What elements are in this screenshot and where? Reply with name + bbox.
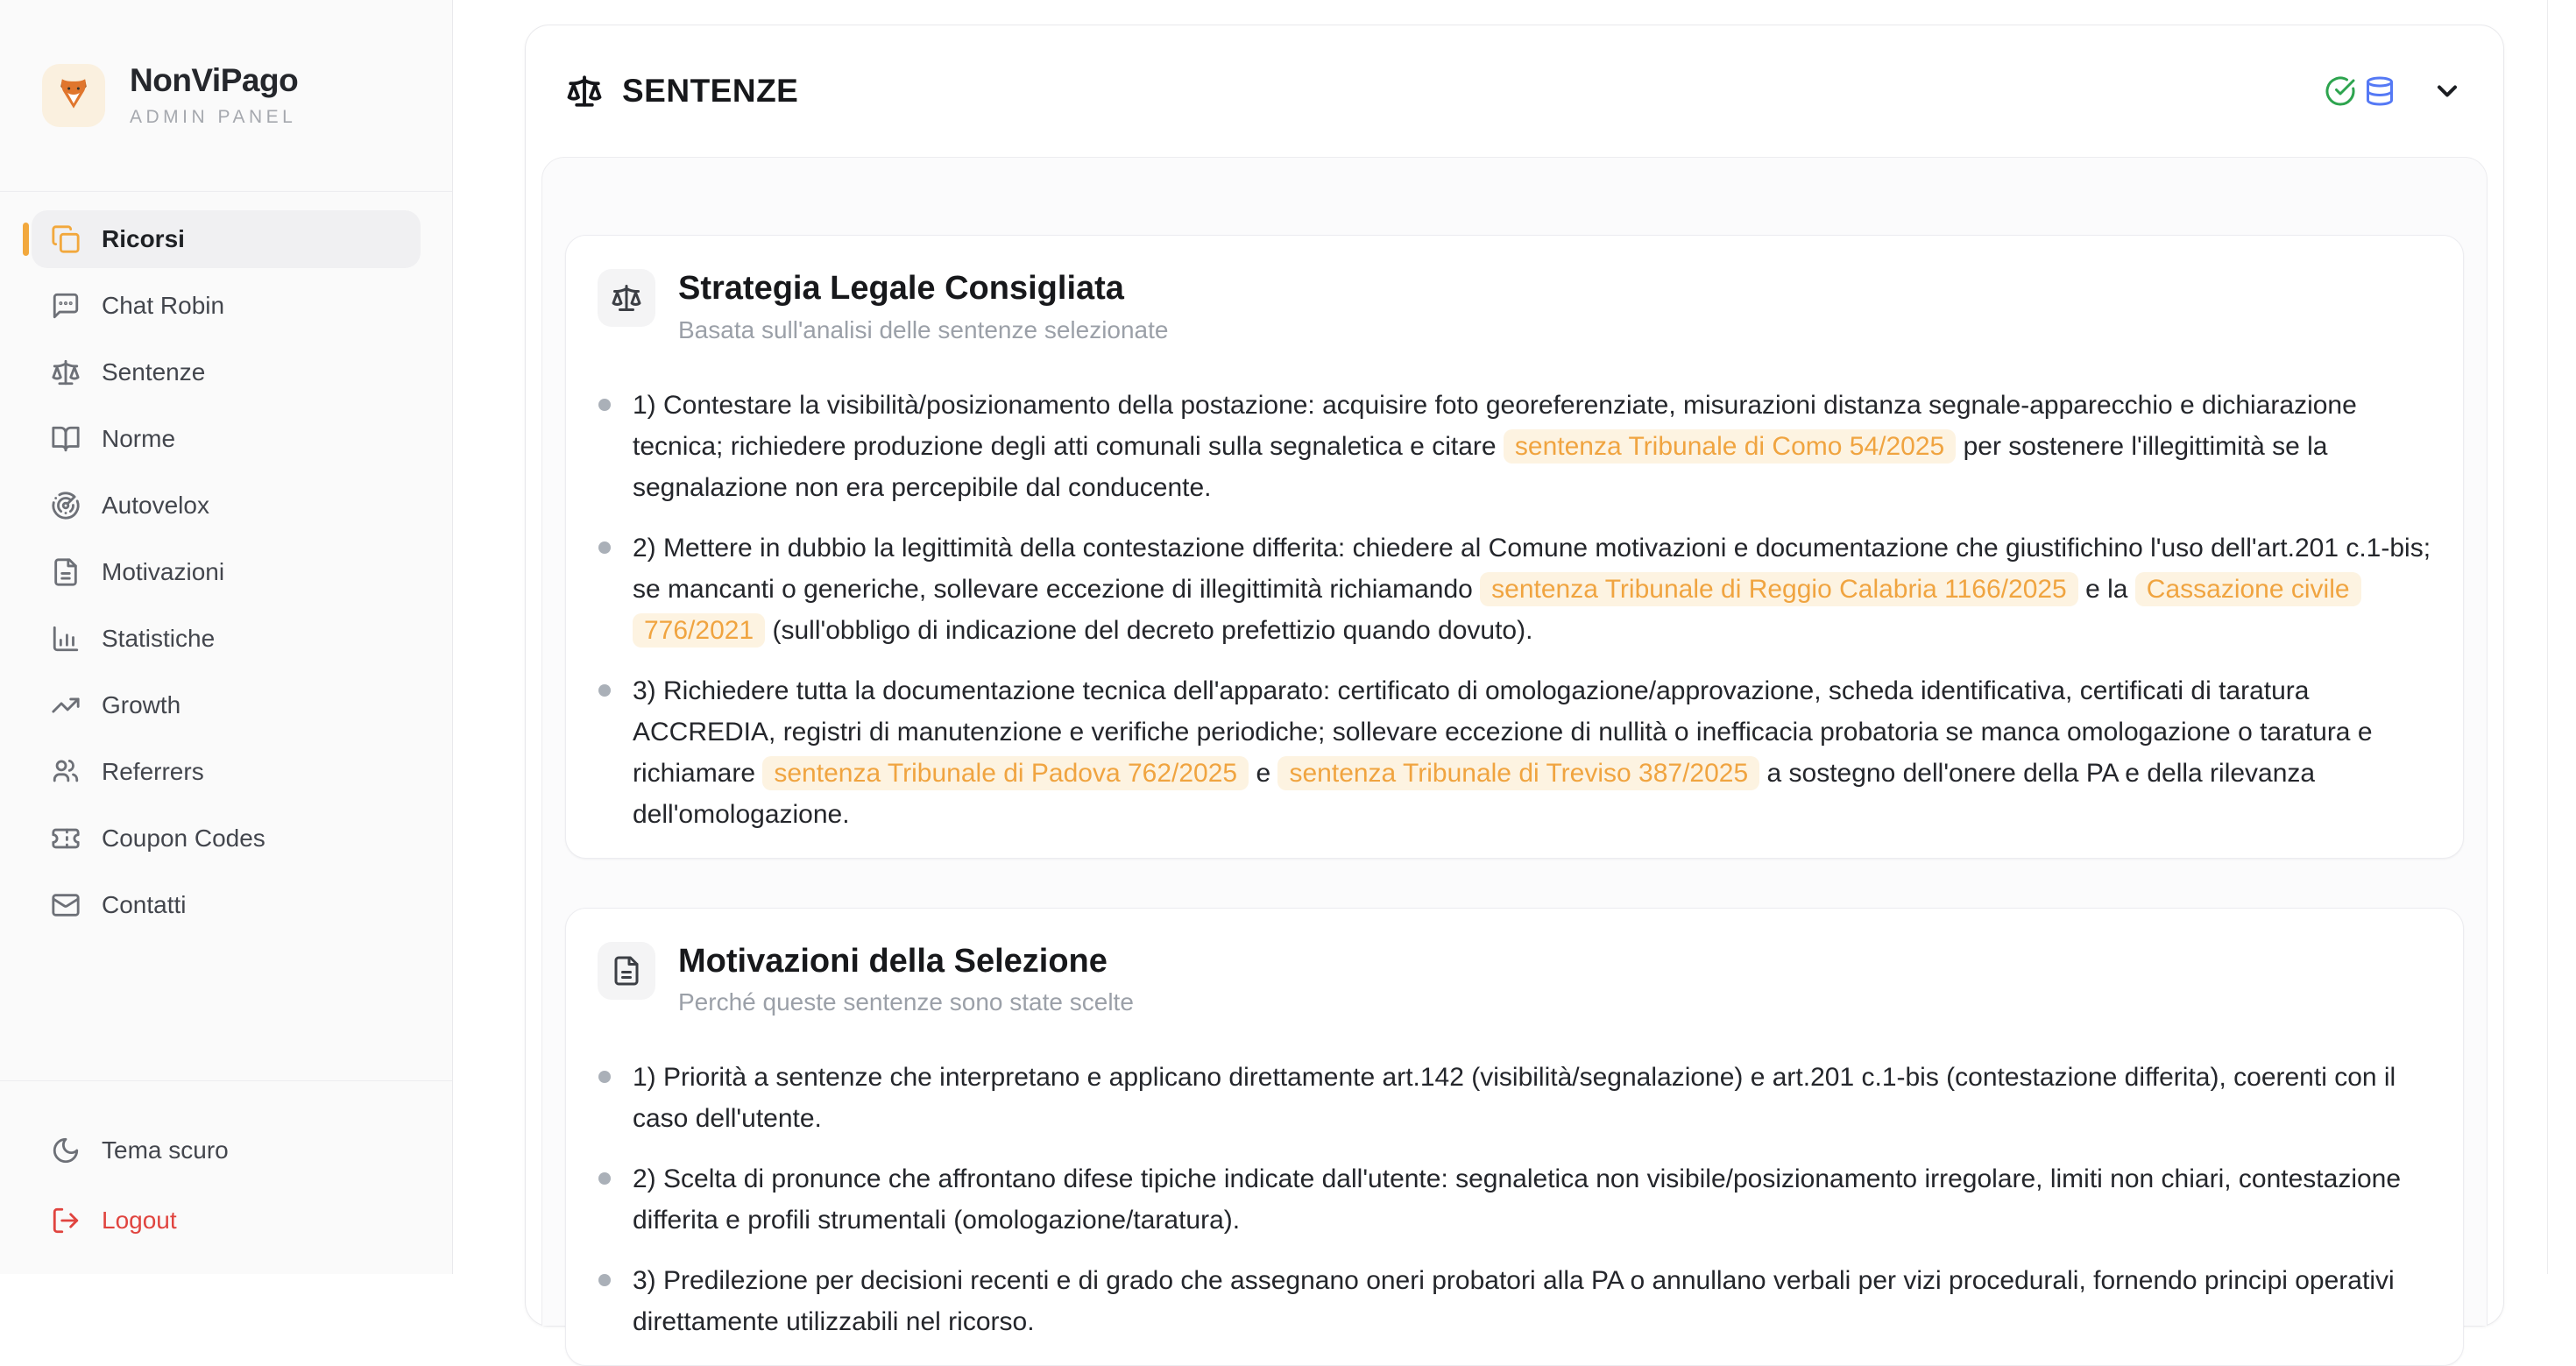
bullet-text: 2) Mettere in dubbio la legittimità della contestazione differita: chiedere al Comune motivazioni e documentazione che giustifichino l'uso dell'art.201 c.1-bis; se mancanti o generiche, sollevare eccezione di illegittimità richiamando [633, 533, 2431, 604]
check-circle-icon [2325, 75, 2356, 107]
bullet-item [598, 527, 2431, 651]
sidebar-item-autovelox[interactable] [32, 477, 421, 534]
trending-up-icon [51, 690, 81, 720]
file-text-icon [51, 557, 81, 587]
sidebar-item-label: Coupon Codes [102, 825, 265, 852]
brand-logo [42, 64, 105, 127]
sidebar-item-label: Ricorsi [102, 225, 185, 252]
scales-icon [598, 269, 655, 327]
bullet-text: 3) Richiedere tutta la documentazione tecnica dell'apparato: certificato di omologazione/approvazione, scheda identificativa, certificati di taratura ACCREDIA, registri di manutenzione e verifiche periodiche; sollevare eccezione di nullità o inefficacia probatoria se manca omologazione o taratura e richiamare [633, 676, 2373, 788]
sidebar-item-label: Statistiche [102, 625, 216, 652]
scales-icon [51, 357, 81, 387]
section-strategia-legale-consigliata [565, 235, 2464, 859]
sentence-citation-chip[interactable]: sentenza Tribunale di Padova 762/2025 [762, 756, 1249, 790]
section-subtitle: Basata sull'analisi delle sentenze selezionate [678, 315, 1169, 343]
sidebar-item-label: Logout [102, 1207, 177, 1234]
card-title: SENTENZE [622, 73, 799, 109]
bullet-text: per sostenere l'illegittimità se la segnalazione non era percepibile dal conducente. [633, 431, 2328, 502]
sidebar-item-label: Autovelox [102, 492, 209, 519]
sentence-citation-chip[interactable]: sentenza Tribunale di Como 54/2025 [1504, 429, 1956, 464]
sidebar-item-norme[interactable] [32, 410, 421, 468]
bullet-item [598, 1057, 2431, 1139]
bullet-text: 3) Predilezione per decisioni recenti e di grado che assegnano oneri probatori alla PA o annullano verbali per vizi procedurali, fornendo principi operativi direttamente utilizzabili nel ricorso. [633, 1266, 2395, 1337]
copy-icon [51, 224, 81, 254]
bar-chart-icon [51, 624, 81, 654]
database-icon [2364, 75, 2396, 107]
scales-icon [566, 73, 603, 110]
bullet-item [598, 1260, 2431, 1342]
section-heading-text [678, 942, 1134, 1017]
moon-icon [51, 1136, 81, 1165]
sidebar-item-sentenze[interactable] [32, 343, 421, 401]
main-content [453, 0, 2576, 1337]
sidebar-item-label: Tema scuro [102, 1136, 229, 1164]
sidebar-item-label: Sentenze [102, 358, 206, 386]
sidebar-item-label: Contatti [102, 891, 187, 918]
section-title: Strategia Legale Consigliata [678, 270, 1124, 307]
sidebar-item-statistiche[interactable] [32, 610, 421, 668]
sidebar-item-label: Referrers [102, 758, 204, 785]
sidebar-footer [0, 1080, 452, 1274]
bullet-text: (sull'obbligo di indicazione del decreto prefettizio quando dovuto). [765, 615, 1533, 645]
fox-icon [53, 74, 94, 118]
bullet-list [598, 385, 2431, 835]
card-header [526, 25, 2503, 157]
sidebar-item-label: Norme [102, 425, 176, 452]
bullet-text: a sostegno dell'onere della PA e della rilevanza dell'omologazione. [633, 758, 2316, 829]
brand-tagline: ADMIN PANEL [130, 106, 297, 127]
sidebar-item-ricorsi[interactable] [32, 210, 421, 268]
logout-icon [51, 1206, 81, 1235]
card-header-actions [2325, 75, 2463, 107]
page-edge-divider [2547, 0, 2548, 1274]
sentence-citation-chip[interactable]: sentenza Tribunale di Reggio Calabria 1166/2025 [1480, 572, 2078, 606]
mail-icon [51, 890, 81, 920]
results-panel [541, 157, 2488, 1337]
sidebar-item-chat-robin[interactable] [32, 277, 421, 335]
chevron-down-icon[interactable] [2431, 75, 2463, 107]
section-header [598, 942, 2431, 1017]
brand [0, 0, 452, 192]
sidebar [0, 0, 453, 1274]
sidebar-item-label: Chat Robin [102, 292, 225, 319]
sidebar-item-tema-scuro[interactable] [32, 1122, 421, 1179]
chat-icon [51, 291, 81, 321]
sidebar-item-label: Growth [102, 691, 181, 718]
sidebar-item-coupon-codes[interactable] [32, 810, 421, 867]
section-header [598, 269, 2431, 344]
section-heading-text [678, 269, 1168, 344]
sidebar-item-label: Motivazioni [102, 558, 225, 585]
bullet-list [598, 1057, 2431, 1342]
sidebar-nav [0, 192, 452, 943]
sidebar-item-contatti[interactable] [32, 876, 421, 934]
sidebar-item-growth[interactable] [32, 676, 421, 734]
bullet-text: e [1249, 758, 1278, 788]
sentence-citation-chip[interactable]: sentenza Tribunale di Treviso 387/2025 [1277, 756, 1759, 790]
brand-text [130, 63, 298, 128]
bullet-text: 1) Contestare la visibilità/posizionamento della postazione: acquisire foto georeferenziate, misurazioni distanza segnale-apparecchio e dichiarazione tecnica; richiedere produzione degli atti comunali sulla segnaletica e citare [633, 390, 2357, 461]
bullet-text: 1) Priorità a sentenze che interpretano e applicano direttamente art.142 (visibilità/segnalazione) e art.201 c.1-bis (contestazione differita), coerenti con il caso dell'utente. [633, 1063, 2396, 1134]
sidebar-item-motivazioni[interactable] [32, 543, 421, 601]
section-title: Motivazioni della Selezione [678, 942, 1108, 980]
sentence-citation-chip[interactable]: Cassazione civile 776/2021 [633, 572, 2361, 648]
section-motivazioni-della-selezione [565, 908, 2464, 1366]
sentenze-card [525, 25, 2504, 1337]
bullet-item [598, 670, 2431, 835]
users-icon [51, 757, 81, 787]
bullet-item [598, 1158, 2431, 1241]
bullet-text: 2) Scelta di pronunce che affrontano difese tipiche indicate dall'utente: segnaletica non visibile/posizionamento irregolare, limiti non chiari, contestazione differita e profili strumentali (omologazione/taratura). [633, 1164, 2402, 1235]
bullet-item [598, 385, 2431, 508]
file-text-icon [598, 942, 655, 1000]
bullet-text: e la [2077, 574, 2135, 604]
sidebar-item-logout[interactable] [32, 1192, 421, 1249]
radar-icon [51, 491, 81, 520]
book-open-icon [51, 424, 81, 454]
sidebar-item-referrers[interactable] [32, 743, 421, 801]
brand-name: NonViPago [130, 62, 299, 99]
section-subtitle: Perché queste sentenze sono state scelte [678, 988, 1134, 1016]
ticket-icon [51, 824, 81, 853]
